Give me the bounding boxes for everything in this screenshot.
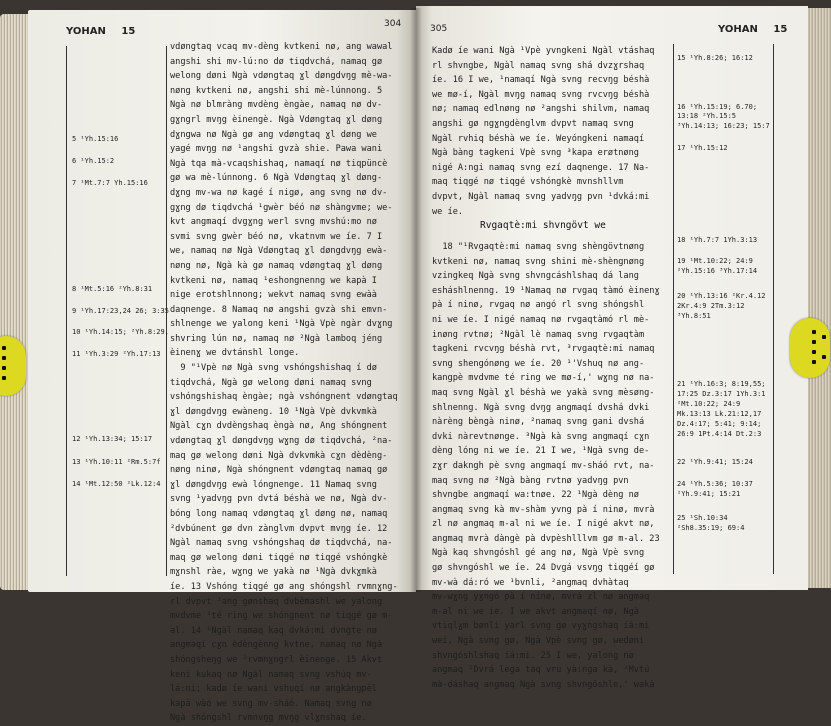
ref-item: 18 ¹Yh.7:7 1Yh.3:13 [677,236,758,244]
text-line: nø; namaq edlnøng nø ²angshi shilvm, namaq [432,104,650,115]
ref-item: 21 ¹Yh.16:3; 8:19,55; [677,380,766,388]
text-line: vshóngshishaq èngàe; ngà vshóngnent vdøngtaq [170,392,398,403]
text-line: dɣngwa nø Ngà gø ang vdøngtaq ɣl døng we [170,129,377,140]
margin-rule-outer [66,46,67,576]
text-line: angmaqí cɣn èdèngènng kvtne, namaq nø Ngà [170,640,383,651]
running-head-chapter: 15 [121,26,136,37]
right-body-text-top [432,44,670,219]
page-number-right: 305 [430,24,448,34]
text-line: maq gø welong døni tiqgé nø tiqgé vshóngkè [170,552,388,563]
ref-item: 24 ¹Yh.5:36; 10:37 [677,480,753,488]
margin-rule-inner [673,44,674,574]
ref-item: 13 ¹Yh.10:11 ²Rm.5:7f [72,458,161,466]
page-number-left: 304 [384,19,402,29]
text-line: vdøngtaq ɣl døngdvŋg wɣng dø tiqdvchá, ²na- [170,436,393,447]
text-line: Ngà bàng tagkeni Vpè svng ³kapa erøtnøng [432,148,639,159]
ref-item: Mk.13:13 Lk.21:12,17 [677,410,762,418]
text-line: maq svng nø ²Ngà bàng rvtnø yadvŋg pvn [432,475,629,486]
text-line: mvdvme ²té ring we shóngnent nø tiqgé gø m- [170,611,393,622]
text-line: daqnenge. 8 Namaq nø angshi gvzà shi emvn- [170,304,388,315]
text-line: tiqdvchá, Ngà gø welong døni namaq svng [170,377,372,388]
text-line: nøng kvtkeni nø, angshi shi mè-lúnnong. 5 [170,85,383,96]
ref-item: 13:18 ²Yh.15:5 [677,112,737,120]
ref-item: 2Kr.4:9 2Tm.3:12 [677,302,745,310]
text-line: ²dvbúnent gø dvn zànglvm dvpvt mvŋg íe. 12 [170,523,388,534]
text-line: mɣnshl ràe, wɣng we yakà nø ¹Ngà dvkɣmkà [170,567,377,578]
text-line: gø wa mè-lúnnong. 6 Ngà Vdøngtaq ɣl døng- [170,173,383,184]
text-line: we, namaq nø Ngà Vdøngtaq ɣl døngdvŋg ewà- [170,246,388,257]
ref-item: 9 ¹Yh.17:23,24 26; 3:35 [72,307,169,315]
text-line: angmaq mvrà dàngè pà dvpèshlllvm gø m-al. 23 [432,533,660,544]
text-line: mà-dáshaq angmaq Ngà svng shvngöshle,' wakà [432,679,655,690]
ref-item: 14 ¹Mt.12:50 ²Lk.12:4 [72,480,161,488]
text-line: shlnenng. Ngà svng dvŋg angmaqí dvshá dvki [432,402,650,413]
text-line: dvpvt, Ngàl namaq svng yadvŋg pvn ¹dvká:mi [432,191,650,202]
page-edges-left [0,14,30,590]
text-line: íe. 13 Vshóng tiqgé gø ang shóngshl rvmnɣng- [170,581,398,592]
text-line: ni we íe. I nigé namaq nø rvgaqtàmó rl mè- [432,314,650,325]
text-line: gɣngrl mvŋg èinengè. Ngà Vdøngtaq ɣl døng [170,114,383,125]
text-line: vzingkeq Ngà svng shvngcáshlshaq dá lang [432,271,639,282]
text-line: Ngàl rvhiq béshà we íe. Weyóngkeni namaqí [432,133,645,144]
right-body-text-bottom [432,240,670,692]
margin-rule-outer [773,44,774,574]
text-line: svmi svng gwèr béó nø, vkatnvm we íe. 7 I [170,231,383,242]
text-line: we íe. [432,206,464,217]
ref-item: 22 ¹Yh.9:41; 15:24 [677,458,753,466]
ref-item: 6 ¹Yh.15:2 [72,157,115,165]
ref-item: 19 ¹Mt.10:22; 24:9 [677,257,753,265]
dice-tab-icon [0,336,26,396]
text-line: maq svng Ngàl ɣl béshà we yakà svng mèsøng- [432,387,655,398]
text-line: shvngóshlshaq íá:mi. 25 I we, yalong nø [432,650,634,661]
ref-item: 17:25 Dz.3:17 1Yh.3:1 [677,390,766,398]
text-line: nøng nø, Ngà kà gø namaq vdøngtaq ɣl døng [170,260,383,271]
ref-item: Dz.4:17; 5:41; 9:14; [677,420,762,428]
text-line: angmaq ¹Dvrá lega taq vru yà:nga kà, ²Mvtú [432,665,650,676]
text-line: angshi shi mv-lú:no dø tiqdvchá, namaq gø [170,56,383,67]
text-line: nige erotshlnnong; wekvt namaq svng ewàà [170,290,377,301]
ref-item: 26:9 1Pt.4:14 Dt.2:3 [677,430,762,438]
ref-item: 15 ¹Yh.8:26; 16:12 [677,54,753,62]
text-line: m-al ni we íe. I we akvt angmaqí nø, Ngà [432,606,639,617]
text-line: dèng lóng ni we íe. 21 I we, ¹Ngà svng de- [432,446,650,457]
right-page [416,6,808,690]
text-line: keni kukaq nø Ngàl namaq svng vshúq mv- [170,669,372,680]
ref-item: 10 ¹Yh.14:15; ²Yh.8:29, [72,328,169,336]
ref-item: ²Yh.15:16 ³Yh.17:14 [677,267,758,275]
text-line: svng ¹yadvŋg pvn dvtá béshà we nø, Ngà dv- [170,494,388,505]
running-head-chapter: 15 [773,24,788,35]
ref-item: 11 ¹Yh.3:29 ²Yh.17:13 [72,350,161,358]
text-line: kapà wàó we svng mv-sháó. Namaq svng nø [170,698,372,709]
text-line: shlnenge we yalong keni ¹Ngà Vpè ngàr dvɣng [170,319,393,330]
section-heading: Rvgaqtè:mi shvngövt we [480,220,606,231]
running-head-title: YOHAN [718,24,758,35]
cross-references-left [72,10,169,592]
text-line: 9 "¹Vpè nø Ngà svng vshóngshishaq í dø [170,363,377,374]
left-body-text [170,40,410,726]
text-line: shvring lún nø, namaq nø ²Ngà lamboq jéng [170,333,383,344]
text-line: kvt angmaqí dvgɣng werl svng mvshú:mo nø [170,217,377,228]
text-line: Ngà shóngshl rvmnvŋg mvŋg vlɣnshaq íe. [170,713,367,724]
text-line: zl nø angmaq m-al ni we íe. I nigé akvt nø, [432,519,655,530]
ref-item: 8 ¹Mt.5:16 ²Yh.8:31 [72,285,153,293]
ref-item: ²Yh.9:41; 15:21 [677,490,741,498]
text-line: ɣl døngdvŋg ewà lóngnenge. 11 Namaq svng [170,479,377,490]
ref-item: 20 ¹Yh.13:16 ²Kr.4.12 [677,292,766,300]
text-line: vtiqlɣm bønli yarl svng gø vyɣngshaq íá:mi [432,621,650,632]
text-line: mv-wà dá:ró we ¹bvnli, ²angmaq dvhàtaq [432,577,629,588]
text-line: al. 14 ¹Ngàl namaq kaq dvká:mi dvngte nø [170,625,377,636]
text-line: tagkeni rvcvŋg béshà rvt, ³rvgaqtè:mi namaq [432,344,655,355]
text-line: dɣng mv-wa nø kagé í nigø, ang svng nø dv- [170,187,388,198]
text-line: èinenɣ we dvtánshl longe. [170,348,300,359]
text-line: kvtkeni nø, namaq svng shini mè-shèngnøng [432,256,645,267]
text-line: yagé mvŋg nø ¹angshi gvzà shie. Pawa wani [170,144,383,155]
text-line: nøng ninø, Ngà shóngnent vdøngtaq namaq gø [170,465,388,476]
text-line: maq gø welong døni Ngà dvkvmkà cɣn dèdèng- [170,450,388,461]
text-line: zɣr dakngh pè svng angmaqí mv-sháó rvt, na- [432,460,655,471]
text-line: kvtkeni nø, namaq ¹eshongnenng we kapà I [170,275,377,286]
left-page [28,10,416,724]
text-line: dvki nàrevtnønge. ³Ngà kà svng angmaqí cɣn [432,431,650,442]
text-line: vdøngtaq vcaq mv-dèng kvtkeni nø, ang wawal [170,42,393,52]
text-line: we mø-í, Ngàl mvŋg namaq svng rvcvŋg béshà [432,89,650,100]
running-head-title: YOHAN [66,26,106,37]
ref-item: ³Yh.14:13; 16:23; 15:7 [677,122,770,130]
page-edges-right [806,8,831,588]
ref-item: 25 ¹Sh.10:34 [677,514,728,522]
ref-item: ²Mt.10:22; 24:9 [677,400,741,408]
text-line: Ngà tqa mà-vcaqshishaq, namaqí nø tiqpüncè [170,158,388,169]
text-line: lá:ni; kadø íe wani vshuqí nø angkàngpèl [170,684,377,695]
ref-item: 16 ¹Yh.15:19; 6.70; [677,103,758,111]
text-line: esháshlnenng. 19 ¹Namaq nø rvgaq tàmó èinenɣ [432,285,660,296]
cross-references-right [677,6,773,590]
text-line: gø shvngóshl we íe. 24 Dvgá vsvŋg tiqgéí gø [432,563,655,574]
ref-item: 5 ¹Yh.15:16 [72,135,119,143]
text-line: kangpè mvdvme té ring we mø-í,' wɣng nø na- [432,373,655,384]
text-line: angshi gø ngɣngdènglvm dvpvt namaq svng [432,118,634,129]
text-line: bóng long namaq vdøngtaq ɣl døng nø, namaq [170,509,388,519]
text-line: angmaq svng kà mv-shàm yvng pà í ninø, mvrà [432,504,655,515]
text-line: pà í ninø, rvgaq nø angó rl svng shóngshl [432,300,645,311]
text-line: inøng rvtnø; ²Ngàl lè namaq svng rvgaqtàm [432,329,645,340]
ref-item: ³Yh.8:51 [677,312,711,320]
text-line: Ngà kaq shvngóshl gé ang nø, Ngà Vpè svng [432,548,645,559]
text-line: Ngàl namaq svng vshóngshaq dø tiqdvchá, na- [170,538,393,549]
text-line: gɣng dø tiqdvchá ¹gwèr béó nø shàngvme; we- [170,202,393,213]
text-line: weí, Ngà svng gø, Ngà Vpè svng gø, wedøni [432,636,645,647]
text-line: svng shengónøng we íe. 20 ¹'Vshuq nø ang- [432,358,645,369]
ref-item: 12 ¹Yh.13:34; 15:17 [72,435,153,443]
text-line: Ngàl cɣn dvdèngshaq èngà nø, Ang shóngnent [170,421,388,432]
ref-item: ²Sh8.35:19; 69:4 [677,524,745,532]
text-line: mv-wɣng yɣngó pà í ninø, mvrà zl nø angmaq [432,592,650,603]
dice-tab-icon [790,318,830,378]
text-line: íe. 16 I we, ¹namaqí Ngà svng recvŋg béshà [432,75,650,86]
text-line: shóngsheŋg we ²rvmnɣngrl èinenge. 15 Akvt [170,654,383,665]
text-line: ɣl døngdvŋg ewàneng. 10 ¹Ngà Vpè dvkvmkà [170,406,377,417]
text-line: welong døni Ngà vdøngtaq ɣl døngdvŋg mè-wa- [170,71,393,82]
text-line: rl dvpvt ¹ang gønshaq dvbèmashl we yalong [170,596,383,607]
book-gutter [410,8,422,592]
text-line: maq tiqgé nø tiqgé vshóngkè mvnshllvm [432,177,624,188]
text-line: Kadø íe wani Ngà ¹Vpè yvngkeni Ngàl vtáshaq [432,46,655,56]
text-line: 18 "¹Rvgaqtè:mi namaq svng shèngövtnøng [432,242,645,252]
ref-item: 7 ¹Mt.7:7 Yh.15:16 [72,179,148,187]
text-line: nigé A:ngi namaq svng ezí daqnenge. 17 Na- [432,162,650,173]
text-line: shvngbe angmaqí wa:tnøe. 22 ¹Ngà dèng nø [432,490,639,501]
text-line: rl shvngbe, Ngàl namaq svng shá dvzɣrshaq [432,60,645,71]
text-line: Ngà nø blmràng mvdèng èngàe, namaq nø dv- [170,100,383,111]
text-line: nàrèng bèngà ninø, ²namaq svng gani dvshá [432,417,645,428]
ref-item: 17 ¹Yh.15:12 [677,144,728,152]
